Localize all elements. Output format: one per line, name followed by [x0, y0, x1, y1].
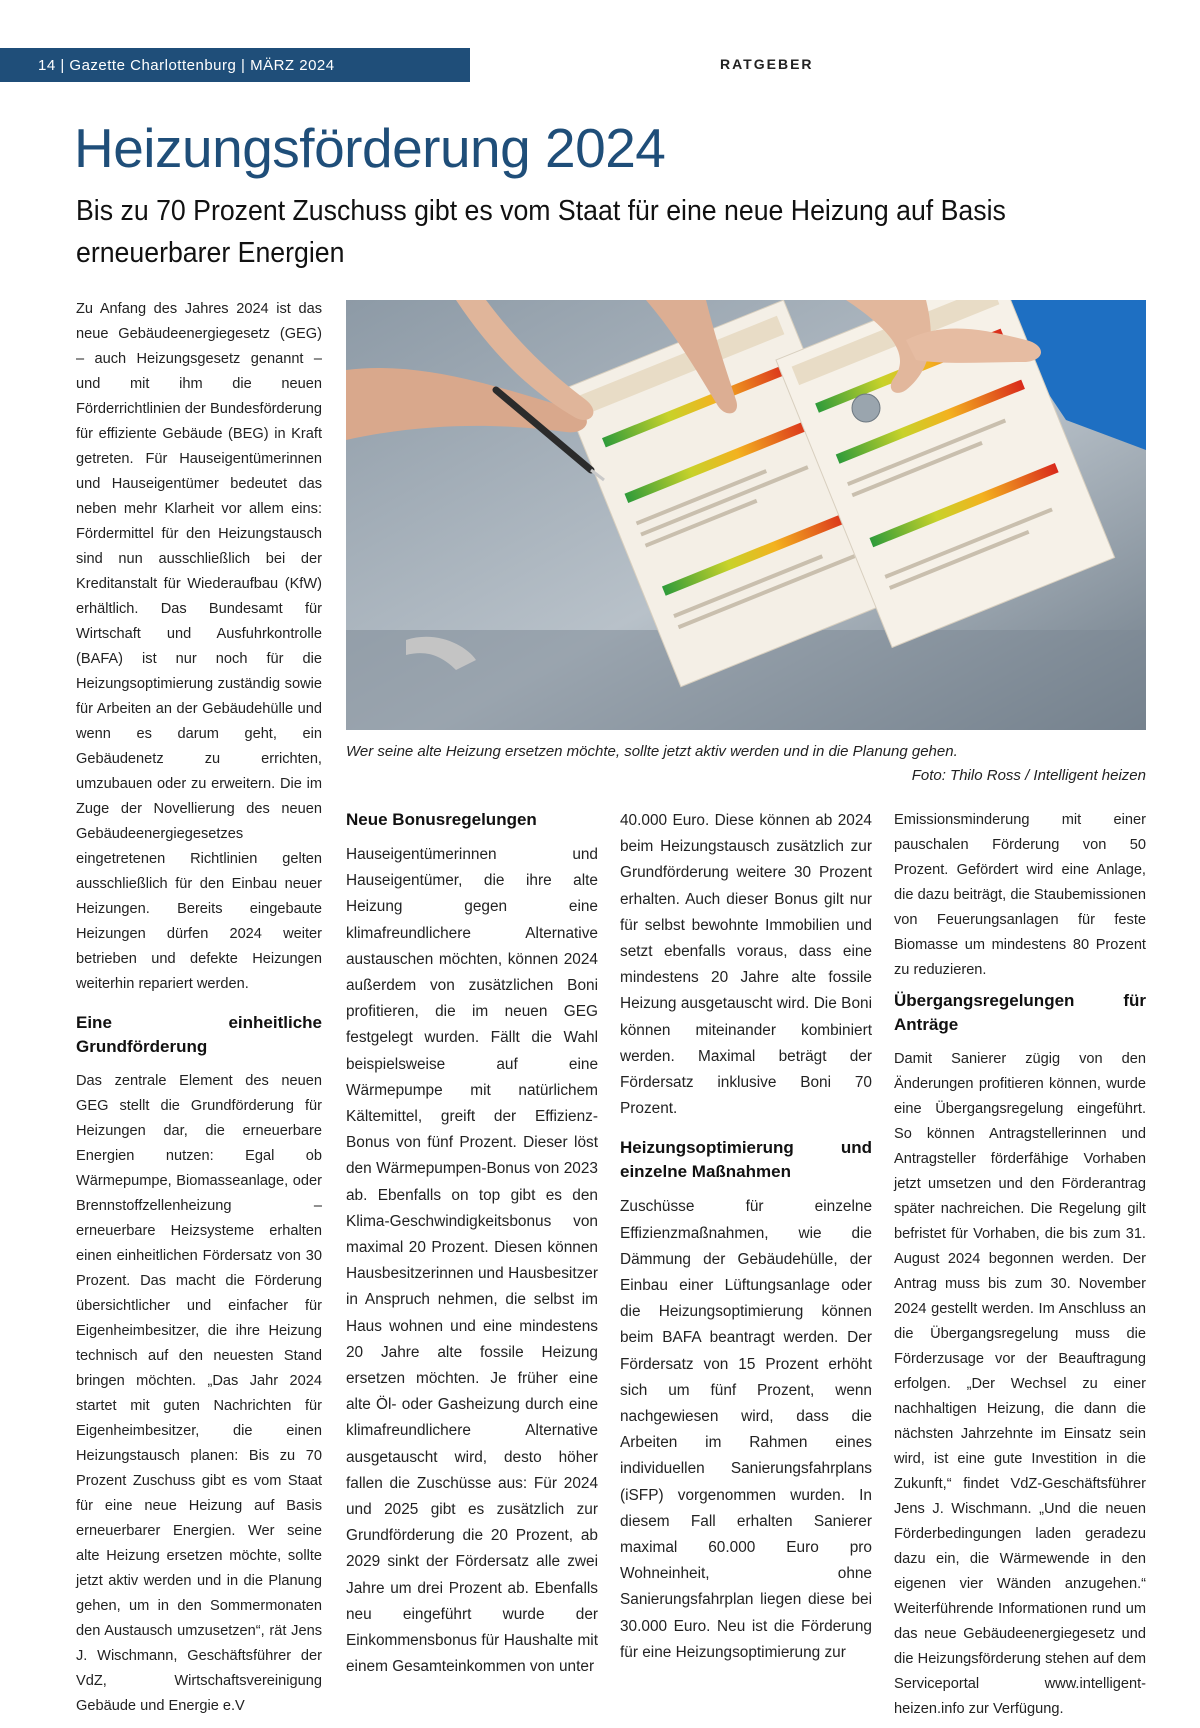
section-label: RATGEBER: [720, 56, 814, 72]
caption-text: Wer seine alte Heizung ersetzen möchte, sollte jetzt aktiv werden und in die Planung gehen.: [346, 743, 958, 760]
section4-heading: Übergangsregelungen für Anträge: [894, 991, 1146, 1034]
section4-paragraph: Damit Sanierer zügig von den Änderungen profitieren können, wurde eine Übergangsregelung eingeführt. So können Antragstellerinnen und Antragsteller förderfähige Vorhaben jetzt umsetzen und den Förderantrag später nachreichen. Die Regelung gilt befristet für Vorhaben, die bis zum 31. August 2024 begonnen werden. Der Antrag muss bis zum 30. November 2024 gestellt werden. Im Anschluss an die Übergangsregelung muss die Förderzusage vor der Beauftragung erfolgen. „Der Wechsel zu einer nachhaltigen Heizung, die dann die nächsten Jahrzehnte im Einsatz sein wird, ist eine gute Investition in die Zukunft,“ findet VdZ-Geschäftsführer Jens J. Wischmann. „Und die neuen Förderbedingungen laden geradezu dazu ein, die Wärmewende in den eigenen vier Wänden anzugehen.“ Weiterführende Informationen rund um das neue Gebäudeenergiegesetz und die Heizungsförderung stehen auf dem Serviceportal www.intelligent-heizen.info zur Verfügung.: [894, 1051, 1146, 1717]
photo-credit: Foto: Thilo Ross / Intelligent heizen: [911, 767, 1146, 784]
column-4: [894, 808, 1146, 1728]
intro-paragraph: Zu Anfang des Jahres 2024 ist das neue Gebäudeenergiegesetz (GEG) – auch Heizungsgesetz genannt – und mit ihm die neuen Förderrichtlinien der Bundesförderung für effiziente Gebäude (BEG) in Kraft getreten. Für Hauseigentümerinnen und Hauseigentümer bedeutet das neben mehr Klarheit vor allem eins: Fördermittel für den Heizungstausch sind nun ausschließlich bei der Kreditanstalt für Wiederaufbau (KfW) erhältlich. Das Bundesamt für Wirtschaft und Ausfuhrkontrolle (BAFA) ist nur noch für die Heizungsoptimierung zuständig sowie für Arbeiten an der Gebäudehülle und wenn es darum geht, ein Gebäudenetz zu errichten, umzubauen oder zu erweitern. Die im Zuge der Novellierung des neuen Gebäudeenergiegesetzes eingetretenen Richtlinien gelten ausschließlich für den Einbau neuer Heizungen. Bereits eingebaute Heizungen dürfen 2024 weiter betrieben und defekte Heizungen weiterhin repariert werden.: [76, 301, 322, 992]
section2-paragraph: Hauseigentümerinnen und Hauseigentümer, die ihre alte Heizung gegen eine klimafreundlichere Alternative austauschen möchten, können 2024 außerdem von zusätzlichen Boni profitieren, die im neuen GEG festgelegt wurden. Fällt die Wahl beispielsweise auf eine Wärmepumpe mit natürlichem Kältemittel, greift der Effizienz-Bonus von fünf Prozent. Dieser löst den Wärmepumpen-Bonus von 2023 ab. Ebenfalls on top gibt es den Klima-Geschwindigkeitsbonus von maximal 20 Prozent. Diesen können Hausbesitzerinnen und Hausbesitzer in Anspruch nehmen, die selbst im Haus wohnen und eine mindestens 20 Jahre alte fossile Heizung ersetzen möchten. Je früher eine alte Öl- oder Gasheizung durch eine klimafreundlichere Alternative ausgetauscht wird, desto höher fallen die Zuschüsse aus: Für 2024 und 2025 gibt es zusätzlich zur Grundförderung die 20 Prozent, ab 2029 sinkt der Fördersatz alle zwei Jahre um drei Prozent ab. Ebenfalls neu eingeführt wurde der Einkommensbonus für Haushalte mit einem Gesamteinkommen von unter: [346, 846, 598, 1676]
photo-illustration: [346, 300, 1146, 730]
article-photo: [346, 300, 1146, 730]
article-title: Heizungsförderung 2024: [74, 117, 666, 179]
column-1: [76, 297, 322, 1725]
section3-heading: Heizungsoptimierung und einzelne Maßnahmen: [620, 1138, 872, 1182]
section1-heading: Eine einheitliche Grundförderung: [76, 1013, 322, 1056]
section3-paragraph: Zuschüsse für einzelne Effizienzmaßnahmen, wie die Dämmung der Gebäudehülle, der Einbau einer Lüftungsanlage oder die Heizungsoptimierung können beim BAFA beantragt werden. Der Fördersatz von 15 Prozent erhöht sich um fünf Prozent, wenn nachgewiesen wird, dass die Arbeiten im Rahmen eines individuellen Sanierungsfahrplans (iSFP) vorgenommen wurden. In diesem Fall erhalten Sanierer maximal 60.000 Euro pro Wohneinheit, ohne Sanierungsfahrplan liegen diese bei 30.000 Euro. Neu ist die Förderung für eine Heizungsoptimierung zur: [620, 1198, 872, 1661]
article-subtitle: Bis zu 70 Prozent Zuschuss gibt es vom Staat für eine neue Heizung auf Basis erneuerbarer Energien: [76, 195, 1006, 269]
continued-paragraph: 40.000 Euro. Diese können ab 2024 beim Heizungstausch zusätzlich zur Grundförderung weitere 30 Prozent erhalten. Auch dieser Bonus gilt nur für selbst bewohnte Immobilien und setzt ebenfalls voraus, dass eine mindestens 20 Jahre alte fossile Heizung ausgetauscht wird. Die Boni können miteinander kombiniert werden. Maximal beträgt der Fördersatz inklusive Boni 70 Prozent.: [620, 812, 872, 1118]
page-info: 14 | Gazette Charlottenburg | MÄRZ 2024: [38, 56, 335, 74]
section2-heading: Neue Bonusregelungen: [346, 810, 537, 829]
photo-caption: [346, 740, 1146, 788]
continued-paragraph: Emissionsminderung mit einer pauschalen Förderung von 50 Prozent. Gefördert wird eine Anlage, die dazu beiträgt, die Staubemissionen von Feuerungsanlagen für feste Biomasse um mindestens 80 Prozent zu reduzieren.: [894, 812, 1146, 978]
column-3: [620, 808, 872, 1672]
column-2: [346, 808, 598, 1687]
page-header-bar: [0, 48, 470, 82]
section1-paragraph: Das zentrale Element des neuen GEG stellt die Grundförderung für Heizungen dar, die erneuerbare Energien nutzen: Egal ob Wärmepumpe, Biomasseanlage, oder Brennstoffzellenheizung – erneuerbare Heizsysteme erhalten einen einheitlichen Fördersatz von 30 Prozent. Das macht die Förderung übersichtlicher und einfacher für Eigenheimbesitzer, die ihre Heizung technisch auf den neuesten Stand bringen möchten. „Das Jahr 2024 startet mit guten Nachrichten für Eigenheimbesitzer, die einen Heizungstausch planen: Bis zu 70 Prozent Zuschuss gibt es vom Staat für eine neue Heizung auf Basis erneuerbarer Energien. Wer seine alte Heizung ersetzen möchte, sollte jetzt aktiv werden und in die Planung gehen, um in den Sommermonaten den Austausch umzusetzen“, rät Jens J. Wischmann, Geschäftsführer der VdZ, Wirtschaftsvereinigung Gebäude und Energie e.V: [76, 1073, 322, 1714]
